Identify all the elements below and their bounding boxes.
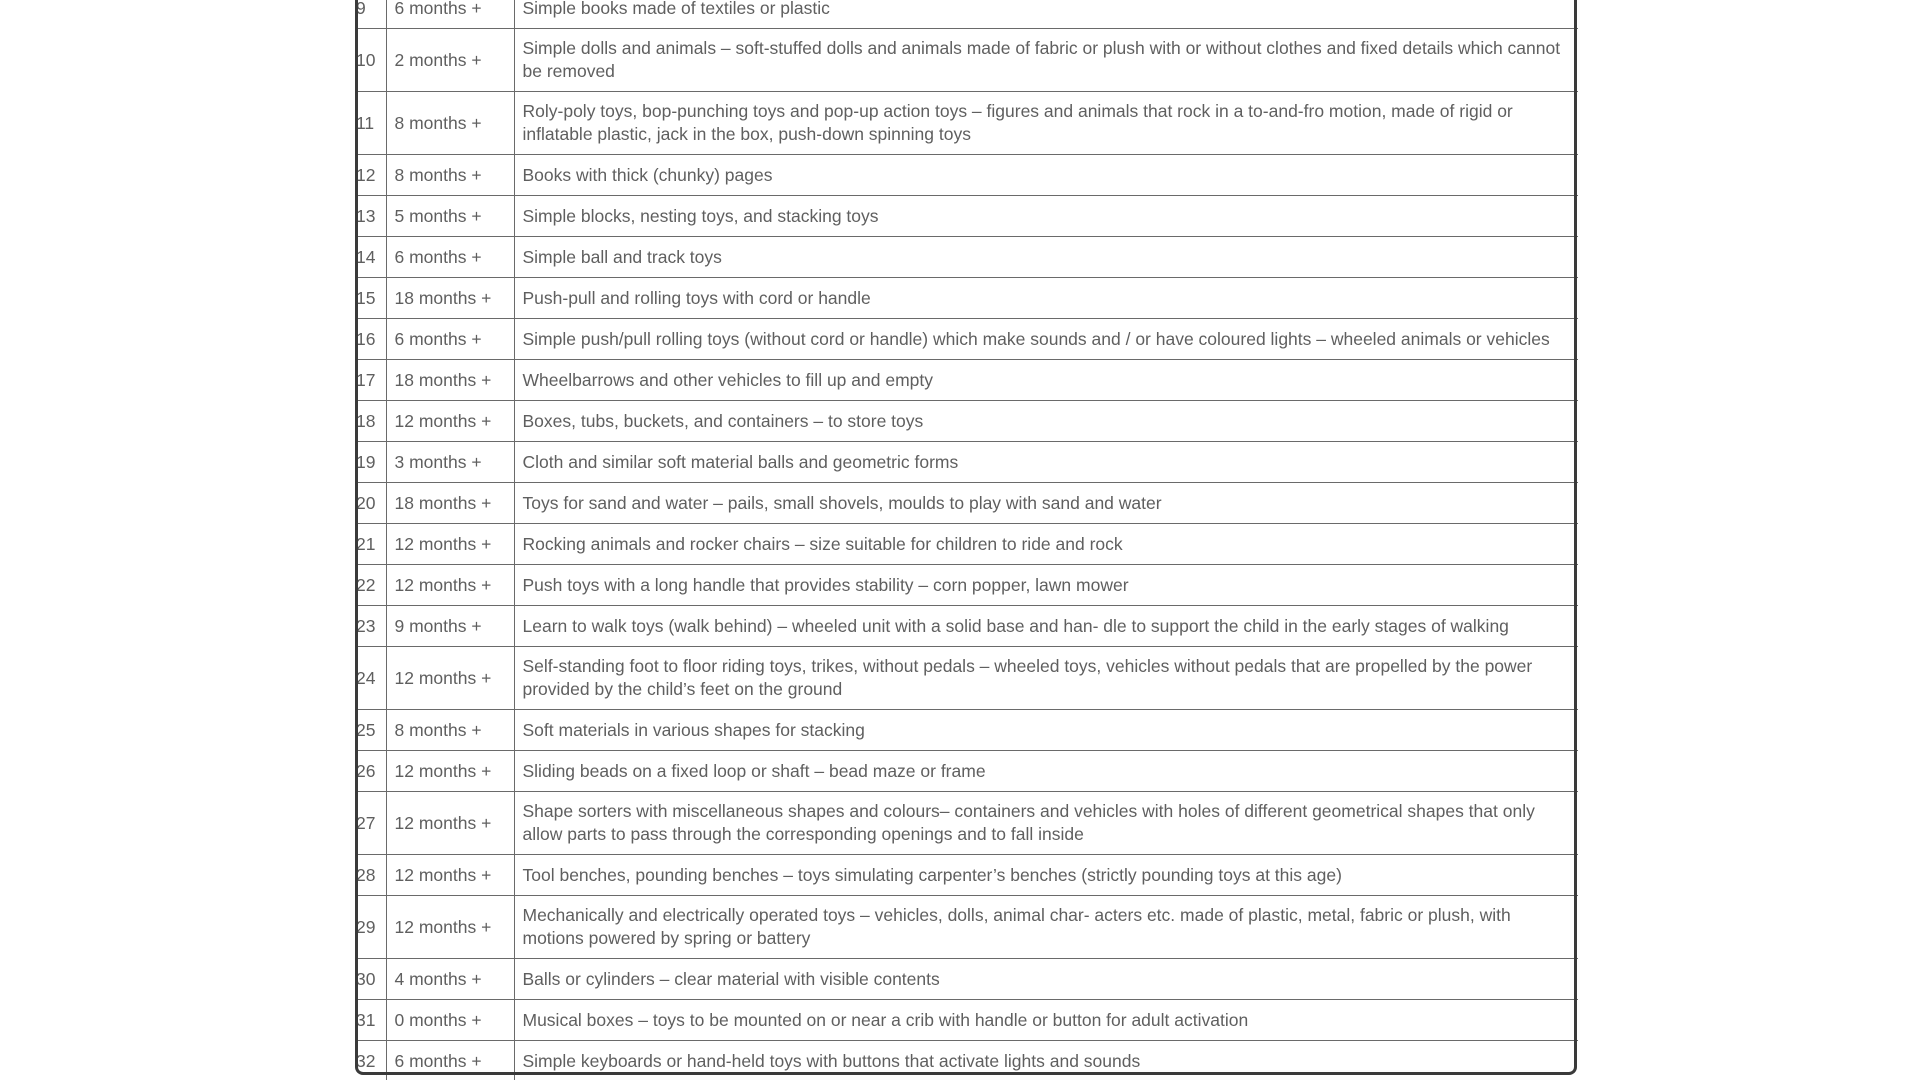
table-row <box>356 360 1578 401</box>
description-cell: Simple keyboards or hand-held toys with buttons that activate lights and sounds <box>514 1041 1578 1080</box>
age-cell: 5 months + <box>386 196 514 237</box>
age-cell: 12 months + <box>386 896 514 959</box>
age-cell: 8 months + <box>386 92 514 155</box>
description-cell: Rocking animals and rocker chairs – size suitable for children to ride and rock <box>514 524 1578 565</box>
description-cell: Wheelbarrows and other vehicles to fill up and empty <box>514 360 1578 401</box>
description-cell: Push toys with a long handle that provides stability – corn popper, lawn mower <box>514 565 1578 606</box>
row-number: 16 <box>356 319 386 360</box>
table-row <box>356 959 1578 1000</box>
row-number: 17 <box>356 360 386 401</box>
age-cell: 18 months + <box>386 360 514 401</box>
row-number: 22 <box>356 565 386 606</box>
table-row <box>356 401 1578 442</box>
row-number: 15 <box>356 278 386 319</box>
description-cell: Simple push/pull rolling toys (without cord or handle) which make sounds and / or have coloured lights – wheeled animals or vehicles <box>514 319 1578 360</box>
age-cell: 6 months + <box>386 0 514 29</box>
age-cell: 12 months + <box>386 855 514 896</box>
table-body <box>356 0 1578 1080</box>
description-cell: Learn to walk toys (walk behind) – wheeled unit with a solid base and han- dle to support the child in the early stages of walking <box>514 606 1578 647</box>
age-cell: 9 months + <box>386 606 514 647</box>
table-row <box>356 155 1578 196</box>
table-row <box>356 565 1578 606</box>
row-number: 14 <box>356 237 386 278</box>
row-number: 10 <box>356 29 386 92</box>
age-cell: 0 months + <box>386 1000 514 1041</box>
table-row <box>356 855 1578 896</box>
toy-age-table <box>356 0 1578 1080</box>
age-cell: 12 months + <box>386 565 514 606</box>
description-cell: Simple blocks, nesting toys, and stacking toys <box>514 196 1578 237</box>
description-cell: Self-standing foot to floor riding toys, trikes, without pedals – wheeled toys, vehicles without pedals that are propelled by the power provided by the child’s feet on the ground <box>514 647 1578 710</box>
row-number: 31 <box>356 1000 386 1041</box>
row-number: 28 <box>356 855 386 896</box>
row-number: 26 <box>356 751 386 792</box>
age-cell: 12 months + <box>386 647 514 710</box>
description-cell: Soft materials in various shapes for stacking <box>514 710 1578 751</box>
row-number: 12 <box>356 155 386 196</box>
description-cell: Cloth and similar soft material balls and geometric forms <box>514 442 1578 483</box>
description-cell: Books with thick (chunky) pages <box>514 155 1578 196</box>
row-number: 21 <box>356 524 386 565</box>
description-cell: Mechanically and electrically operated toys – vehicles, dolls, animal char- acters etc. made of plastic, metal, fabric or plush, with motions powered by spring or battery <box>514 896 1578 959</box>
description-cell: Toys for sand and water – pails, small shovels, moulds to play with sand and water <box>514 483 1578 524</box>
description-cell: Sliding beads on a fixed loop or shaft – bead maze or frame <box>514 751 1578 792</box>
table-row <box>356 92 1578 155</box>
age-cell: 18 months + <box>386 483 514 524</box>
table-row <box>356 606 1578 647</box>
table-row <box>356 524 1578 565</box>
table-row <box>356 442 1578 483</box>
age-cell: 18 months + <box>386 278 514 319</box>
row-number: 18 <box>356 401 386 442</box>
description-cell: Shape sorters with miscellaneous shapes and colours– containers and vehicles with holes of different geometrical shapes that only allow parts to pass through the corresponding openings and to fall inside <box>514 792 1578 855</box>
age-cell: 12 months + <box>386 524 514 565</box>
age-cell: 2 months + <box>386 29 514 92</box>
table-row <box>356 647 1578 710</box>
table-row <box>356 1000 1578 1041</box>
description-cell: Musical boxes – toys to be mounted on or near a crib with handle or button for adult activation <box>514 1000 1578 1041</box>
row-number: 19 <box>356 442 386 483</box>
row-number: 23 <box>356 606 386 647</box>
age-cell: 3 months + <box>386 442 514 483</box>
description-cell: Simple books made of textiles or plastic <box>514 0 1578 29</box>
table-row <box>356 710 1578 751</box>
row-number: 25 <box>356 710 386 751</box>
age-cell: 12 months + <box>386 792 514 855</box>
row-number: 24 <box>356 647 386 710</box>
row-number: 30 <box>356 959 386 1000</box>
row-number: 20 <box>356 483 386 524</box>
table-row <box>356 0 1578 29</box>
table-row <box>356 237 1578 278</box>
row-number: 29 <box>356 896 386 959</box>
age-cell: 6 months + <box>386 237 514 278</box>
description-cell: Simple ball and track toys <box>514 237 1578 278</box>
table-row <box>356 29 1578 92</box>
age-cell: 6 months + <box>386 1041 514 1080</box>
age-cell: 12 months + <box>386 401 514 442</box>
table-row <box>356 196 1578 237</box>
row-number: 11 <box>356 92 386 155</box>
age-cell: 8 months + <box>386 155 514 196</box>
age-cell: 4 months + <box>386 959 514 1000</box>
age-cell: 6 months + <box>386 319 514 360</box>
table-row <box>356 1041 1578 1080</box>
description-cell: Tool benches, pounding benches – toys simulating carpenter’s benches (strictly pounding toys at this age) <box>514 855 1578 896</box>
table-row <box>356 278 1578 319</box>
description-cell: Simple dolls and animals – soft-stuffed dolls and animals made of fabric or plush with or without clothes and fixed details which cannot be removed <box>514 29 1578 92</box>
row-number: 9 <box>356 0 386 29</box>
row-number: 27 <box>356 792 386 855</box>
table-row <box>356 483 1578 524</box>
description-cell: Boxes, tubs, buckets, and containers – to store toys <box>514 401 1578 442</box>
row-number: 32 <box>356 1041 386 1080</box>
table-row <box>356 896 1578 959</box>
description-cell: Balls or cylinders – clear material with visible contents <box>514 959 1578 1000</box>
table-row <box>356 319 1578 360</box>
age-cell: 8 months + <box>386 710 514 751</box>
description-cell: Roly-poly toys, bop-punching toys and pop-up action toys – figures and animals that rock in a to-and-fro motion, made of rigid or inflatable plastic, jack in the box, push-down spinning toys <box>514 92 1578 155</box>
description-cell: Push-pull and rolling toys with cord or handle <box>514 278 1578 319</box>
table-row <box>356 751 1578 792</box>
row-number: 13 <box>356 196 386 237</box>
table-row <box>356 792 1578 855</box>
age-cell: 12 months + <box>386 751 514 792</box>
